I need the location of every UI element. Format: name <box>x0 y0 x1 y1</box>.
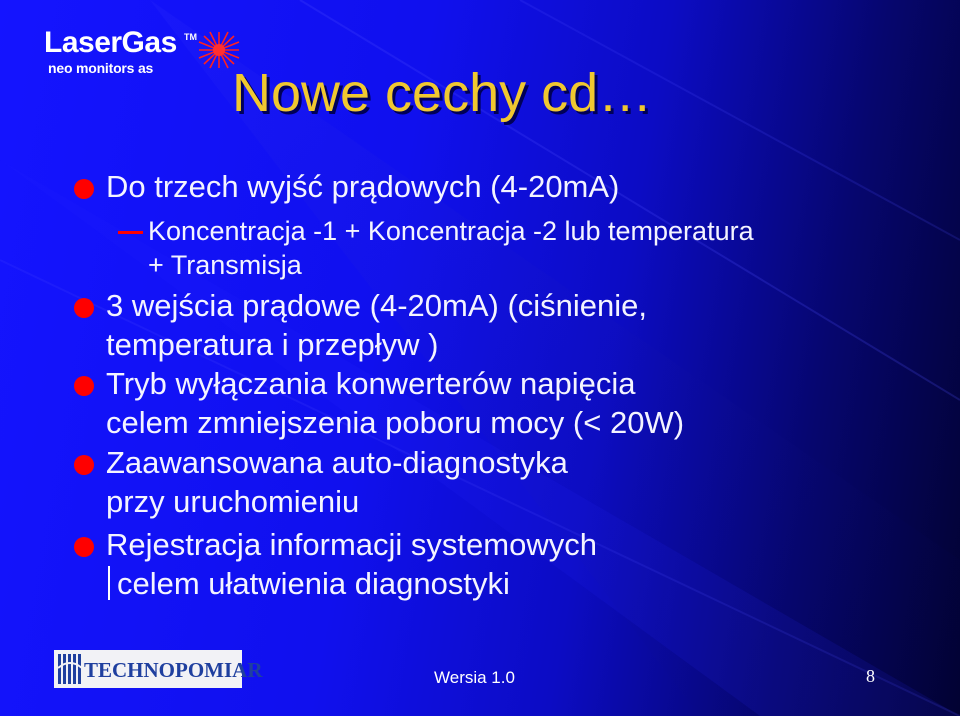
bullet-text: celem zmniejszenia poboru mocy (< 20W) <box>106 405 685 440</box>
bullet-icon <box>74 376 94 396</box>
page-number: 8 <box>866 666 875 686</box>
technopomiar-emblem-icon <box>58 654 82 684</box>
dash-icon <box>118 231 143 234</box>
logo-tagline: neo monitors as <box>48 60 154 76</box>
bullet-icon <box>74 179 94 199</box>
text-cursor <box>108 566 110 600</box>
version-label: Wersia 1.0 <box>434 668 515 687</box>
bullet-text: Zaawansowana auto-diagnostyka <box>106 445 568 480</box>
slide-title: Nowe cechy cd… <box>232 63 653 123</box>
bullet-text: przy uruchomieniu <box>106 484 360 519</box>
bullet-text: Do trzech wyjść prądowych (4-20mA) <box>106 169 620 204</box>
bullet-text: Tryb wyłączania konwerterów napięcia <box>106 366 636 401</box>
bullet-icon <box>74 298 94 318</box>
sub-bullet-text: Koncentracja -1 + Koncentracja -2 lub temperatura <box>148 216 754 246</box>
bullet-icon <box>74 537 94 557</box>
bullet-text: 3 wejścia prądowe (4-20mA) (ciśnienie, <box>106 288 648 323</box>
bullet-text: Rejestracja informacji systemowych <box>106 527 597 562</box>
bullet-text: celem ułatwienia diagnostyki <box>117 566 510 601</box>
bullet-icon <box>74 455 94 475</box>
sub-bullet-text: + Transmisja <box>148 250 302 280</box>
bullet-text: temperatura i przepływ ) <box>106 327 439 362</box>
technopomiar-text: TECHNOPOMIAR <box>84 658 263 682</box>
logo-trademark: TM <box>184 32 197 42</box>
technopomiar-logo <box>54 650 263 688</box>
logo-brand: LaserGas <box>44 26 177 59</box>
